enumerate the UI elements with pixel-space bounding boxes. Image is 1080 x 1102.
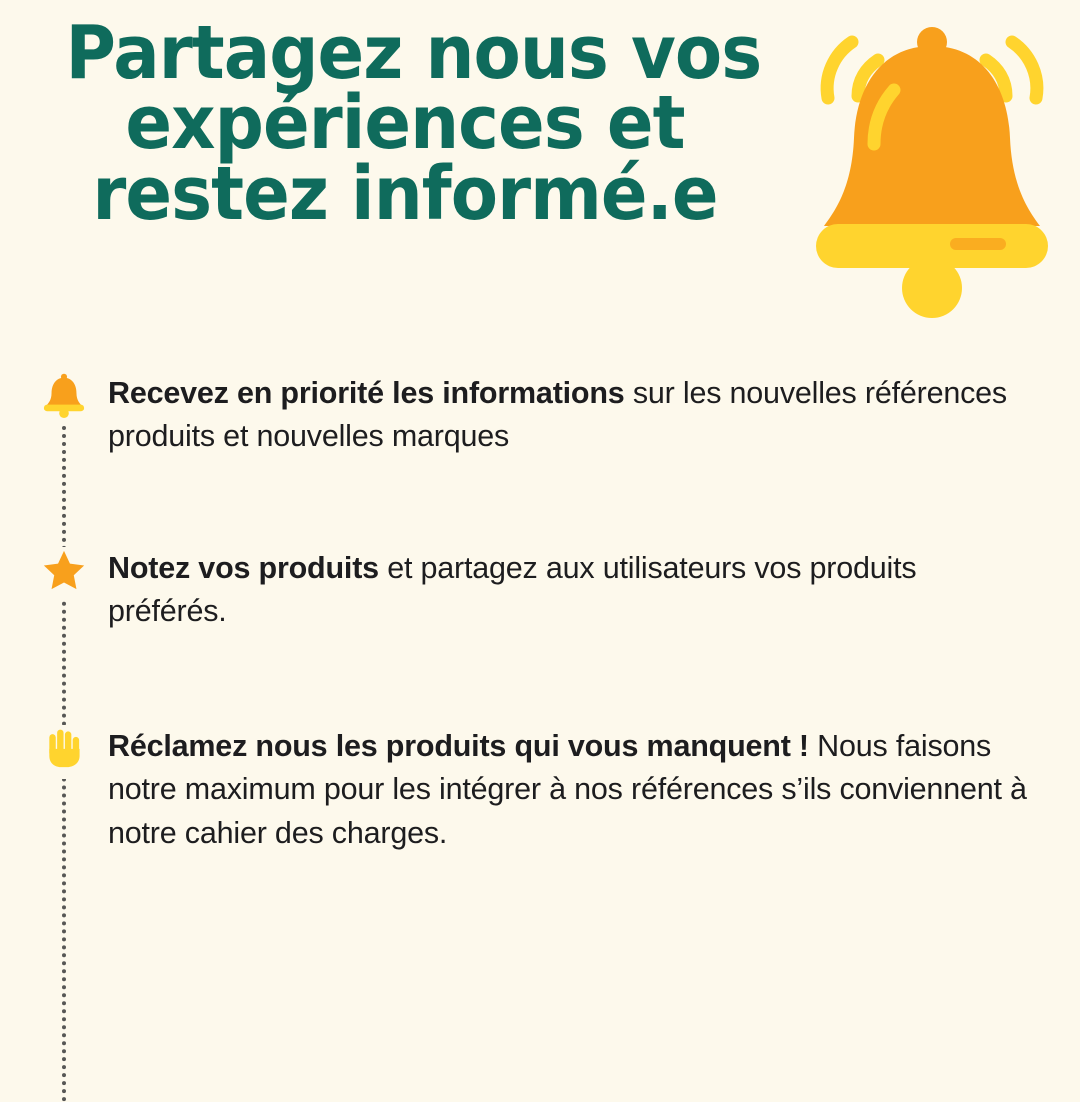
list-item (0, 547, 1080, 634)
page-title-line-3: restez informé.e (92, 150, 718, 237)
star-icon (32, 547, 96, 601)
list-item-text (108, 372, 1038, 459)
benefits-list (0, 372, 1080, 911)
list-item-rest-text: Nous faisons notre maximum pour les intégrer à nos références s’ils conviennent à notre cahier des charges. (108, 729, 1027, 850)
header (0, 0, 1080, 330)
list-item-text (108, 725, 1038, 855)
list-item-bold-text: Réclamez nous les produits qui vous manquent ! (108, 729, 809, 764)
page-title-line-2: expériences et (125, 80, 685, 167)
page-title (65, 10, 762, 237)
raised-hand-icon (32, 725, 96, 779)
list-item (0, 725, 1080, 855)
bell-illustration (790, 20, 1060, 320)
list-item-bold-text: Recevez en priorité les informations (108, 376, 625, 410)
list-item-text (108, 547, 1038, 634)
list-item-bold-text: Notez vos produits (108, 550, 379, 585)
list-item (0, 372, 1080, 459)
list-item-rest-text: et partagez aux utilisateurs vos produits préférés. (108, 550, 917, 628)
bell-icon (32, 372, 96, 426)
page-title-line-1: Partagez nous vos (65, 10, 762, 96)
bell-icon (790, 20, 1060, 320)
list-item-rest-text: sur les nouvelles références produits et nouvelles marques (108, 376, 1007, 454)
